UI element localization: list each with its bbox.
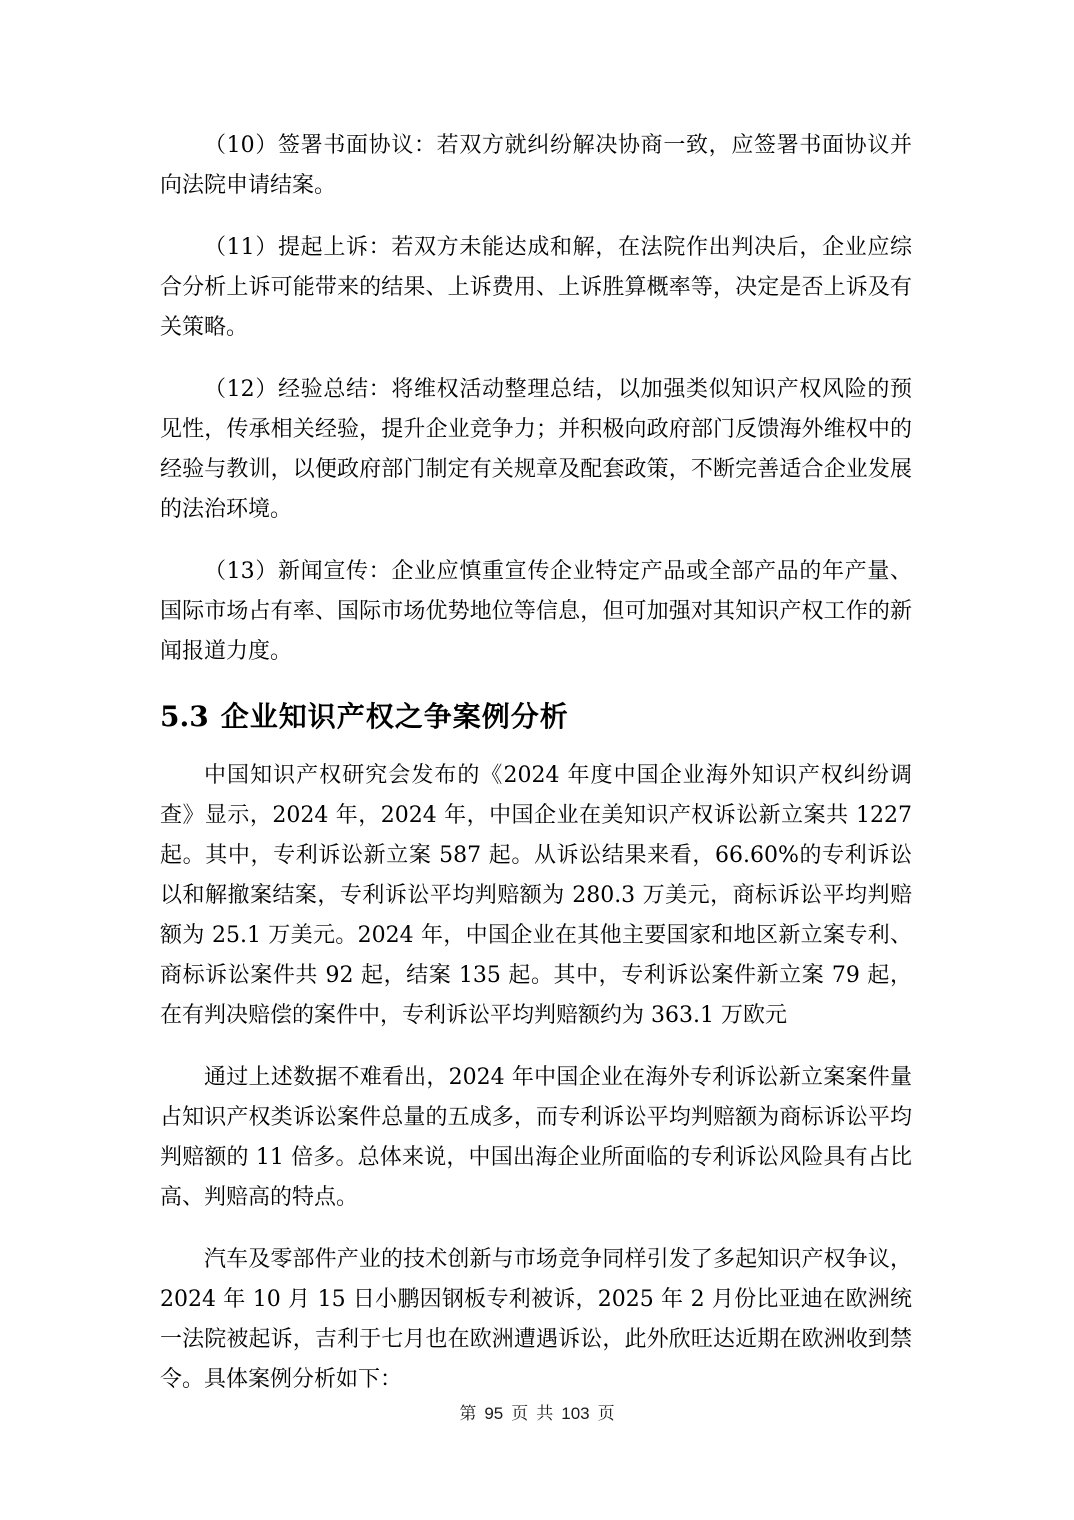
analysis-paragraph-conclusion: 通过上述数据不难看出，2024 年中国企业在海外专利诉讼新立案案件量占知识产权类诉讼案件总量的五成多，而专利诉讼平均判赔额为商标诉讼平均判赔额的 11 倍多。总体来说，中国出海企业所面临的专利诉讼风险具有占比高、判赔高的特点。 bbox=[160, 1065, 912, 1210]
section-number: 5.3 bbox=[160, 700, 209, 733]
analysis-paragraph-survey-data: 中国知识产权研究会发布的《2024 年度中国企业海外知识产权纠纷调查》显示，2024 年，2024 年，中国企业在美知识产权诉讼新立案共 1227 起。其中，专利诉讼新立案 587 起。从诉讼结果来看，66.60%的专利诉讼以和解撤案结案，专利诉讼平均判赔额为 280.3 万美元，商标诉讼平均判赔额为 25.1 万美元。2024 年，中国企业在其他主要国家和地区新立案专利、商标诉讼案件共 92 起，结案 135 起。其中，专利诉讼案件新立案 79 起，在有判决赔偿的案件中，专利诉讼平均判赔额约为 363.1 万欧元 bbox=[160, 763, 912, 1028]
document-content bbox=[160, 126, 912, 1422]
footer-label-page-prefix: 第 bbox=[459, 1404, 477, 1424]
footer-current-page-number: 95 bbox=[484, 1404, 504, 1423]
analysis-paragraph-auto-industry: 汽车及零部件产业的技术创新与市场竞争同样引发了多起知识产权争议，2024 年 10 月 15 日小鹏因钢板专利被诉，2025 年 2 月份比亚迪在欧洲统一法院被起诉，吉利于七月也在欧洲遭遇诉讼，此外欣旺达近期在欧洲收到禁令。具体案例分析如下： bbox=[160, 1247, 912, 1392]
numbered-item-11: （11）提起上诉：若双方未能达成和解，在法院作出判决后，企业应综合分析上诉可能带来的结果、上诉费用、上诉胜算概率等，决定是否上诉及有关策略。 bbox=[160, 235, 912, 340]
numbered-item-13: （13）新闻宣传：企业应慎重宣传企业特定产品或全部产品的年产量、国际市场占有率、国际市场优势地位等信息，但可加强对其知识产权工作的新闻报道力度。 bbox=[160, 559, 912, 664]
footer-label-total-prefix: 共 bbox=[536, 1404, 554, 1424]
footer-label-total-suffix: 页 bbox=[597, 1404, 615, 1424]
section-heading bbox=[160, 694, 912, 740]
section-title: 企业知识产权之争案例分析 bbox=[220, 700, 569, 733]
numbered-item-12: （12）经验总结：将维权活动整理总结，以加强类似知识产权风险的预见性，传承相关经验，提升企业竞争力；并积极向政府部门反馈海外维权中的经验与教训，以便政府部门制定有关规章及配套政策，不断完善适合企业发展的法治环境。 bbox=[160, 377, 912, 522]
numbered-item-10: （10）签署书面协议：若双方就纠纷解决协商一致，应签署书面协议并向法院申请结案。 bbox=[160, 133, 912, 198]
footer-total-pages-number: 103 bbox=[561, 1404, 590, 1423]
footer-label-page-suffix: 页 bbox=[511, 1404, 529, 1424]
page-footer bbox=[0, 1399, 1074, 1424]
